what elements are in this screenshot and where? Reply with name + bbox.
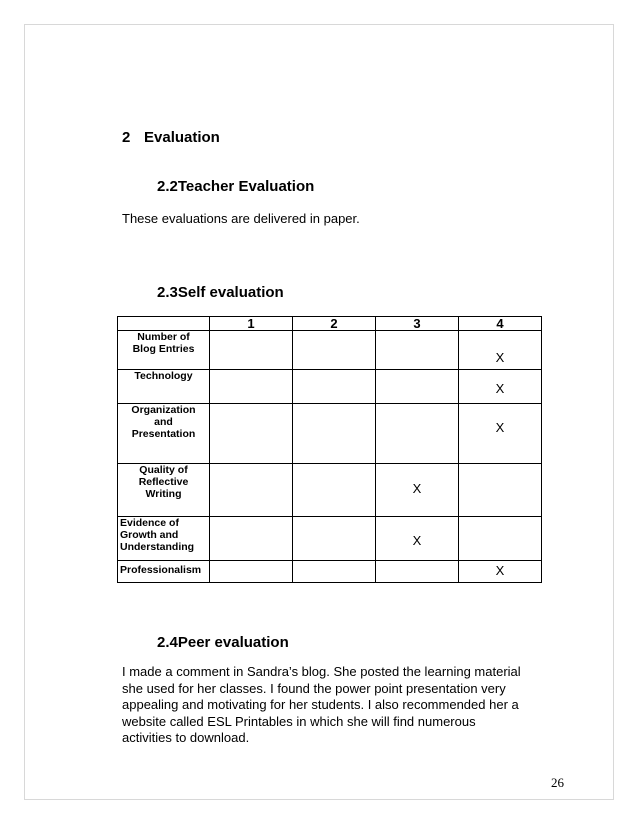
mark-cell xyxy=(376,561,459,583)
criterion-label xyxy=(118,331,209,355)
criterion-label-line: Growth and xyxy=(120,529,179,541)
mark-cell: X xyxy=(459,404,542,464)
mark-cell: X xyxy=(459,370,542,404)
criterion-label-line: Presentation xyxy=(131,428,196,440)
paragraph-line: I made a comment in Sandra’s blog. She posted the learning material xyxy=(122,664,521,679)
mark-cell xyxy=(293,331,376,370)
criterion-label-line: Writing xyxy=(145,488,182,500)
criterion-label xyxy=(120,517,209,553)
self-evaluation-heading: 2.3Self evaluation xyxy=(157,284,284,301)
mark-cell xyxy=(293,404,376,464)
mark-cell xyxy=(376,331,459,370)
criterion-cell xyxy=(118,517,210,561)
paragraph-line: she used for her classes. I found the power point presentation very xyxy=(122,680,506,696)
criterion-label-line: Evidence of xyxy=(120,517,179,529)
table-header-cell: 2 xyxy=(293,317,376,331)
table-header-cell xyxy=(118,317,210,331)
mark-cell xyxy=(210,404,293,464)
table-header-cell: 1 xyxy=(210,317,293,331)
mark-cell xyxy=(293,370,376,404)
section-title: Evaluation xyxy=(144,129,220,146)
table-header-cell: 3 xyxy=(376,317,459,331)
mark-cell: X xyxy=(376,464,459,517)
mark-cell xyxy=(210,517,293,561)
table-row xyxy=(118,331,542,370)
paragraph-line: website called ESL Printables in which she will find numerous xyxy=(122,713,476,729)
mark-cell xyxy=(293,561,376,583)
table-row xyxy=(118,517,542,561)
criterion-label-line: Understanding xyxy=(120,541,195,553)
table-row xyxy=(118,404,542,464)
section-number: 2 xyxy=(122,129,131,146)
criterion-label-line: Number of xyxy=(137,331,190,343)
peer-evaluation-text xyxy=(122,664,522,747)
criterion-cell xyxy=(118,331,210,370)
mark-cell xyxy=(210,561,293,583)
mark-cell: X xyxy=(459,331,542,370)
criterion-label-line: Technology xyxy=(134,370,193,382)
criterion-label xyxy=(118,404,209,440)
table-header-cell: 4 xyxy=(459,317,542,331)
criterion-label-line: Reflective xyxy=(138,476,189,488)
criterion-cell xyxy=(118,464,210,517)
table-row xyxy=(118,370,542,404)
section-heading xyxy=(122,129,220,146)
criterion-label-line: Blog Entries xyxy=(132,343,195,355)
mark-cell: X xyxy=(459,561,542,583)
criterion-label-line: Professionalism xyxy=(120,564,202,576)
peer-evaluation-heading: 2.4Peer evaluation xyxy=(157,634,289,651)
criterion-label-line: and xyxy=(154,416,173,428)
criterion-label xyxy=(118,370,209,382)
mark-cell xyxy=(210,464,293,517)
mark-cell xyxy=(459,517,542,561)
criterion-label-line: Organization xyxy=(131,404,196,416)
mark-cell xyxy=(376,370,459,404)
table-row xyxy=(118,561,542,583)
criterion-label xyxy=(118,464,209,500)
mark-cell xyxy=(293,464,376,517)
table-row xyxy=(118,464,542,517)
mark-cell xyxy=(210,370,293,404)
page-number: 26 xyxy=(551,775,564,790)
criterion-label-line: Quality of xyxy=(139,464,188,476)
criterion-cell xyxy=(118,404,210,464)
teacher-evaluation-heading: 2.2Teacher Evaluation xyxy=(157,178,315,195)
criterion-label xyxy=(120,564,209,576)
paragraph-line: appealing and motivating for her students. I also recommended her a xyxy=(122,697,519,712)
criterion-cell xyxy=(118,370,210,404)
mark-cell xyxy=(376,404,459,464)
self-evaluation-table xyxy=(117,316,542,583)
paragraph-line: activities to download. xyxy=(122,730,250,745)
mark-cell xyxy=(459,464,542,517)
mark-cell xyxy=(210,331,293,370)
teacher-evaluation-text: These evaluations are delivered in paper. xyxy=(122,211,360,226)
table-header-row xyxy=(118,317,542,331)
mark-cell: X xyxy=(376,517,459,561)
mark-cell xyxy=(293,517,376,561)
criterion-cell xyxy=(118,561,210,583)
